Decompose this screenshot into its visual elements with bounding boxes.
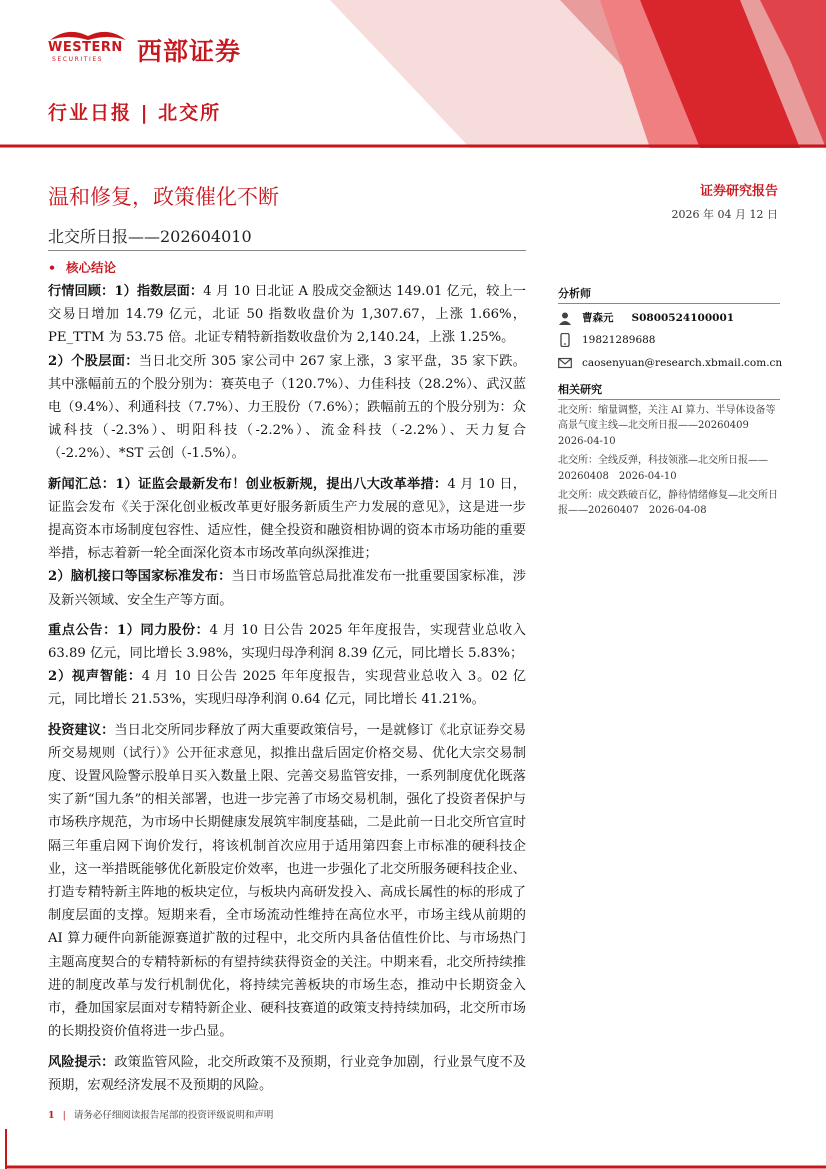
market-stock-label: 2）个股层面： <box>48 353 139 369</box>
market-index-text: 4 月 10 日北证 A 股成交金额达 149.01 亿元，较上一交易日增加 14.79 亿元，北证 50 指数收盘价为 1,307.67，上涨 1.66%，PE_TTM 为 53.75 倍。北证专精特新指数收盘价为 2,140.24，上涨 1.25%。 <box>48 284 526 346</box>
analyst-email[interactable]: caosenyuan@research.xbmail.com.cn <box>582 357 783 369</box>
investment-advice-text: 当日北交所同步释放了两大重要政策信号，一是就修订《北京证券交易所交易规则（试行）》公开征求意见，拟推出盘后固定价格交易、优化大宗交易制度、设置风险警示股单日买入数量上限、完善交易监管安排，一系列制度优化既落实了新“国九条”的相关部署，也进一步完善了市场交易机制，强化了投资者保护与市场秩序规范，为市场中长期健康发展筑牢制度基础，二是此前一日北交所官宣时隔三年重启网下询价发行，将该机制首次应用于适用第四套上市标准的硬科技企业，这一举措既能够优化新股定价效率，也进一步强化了北交所服务硬科技企业、打造专精特新主阵地的板块定位，与板块内高研发投入、高成长属性的标的形成了制度层面的支撑。短期来看，全市场流动性维持在高位水平，市场主线从前期的 AI 算力硬件向新能源赛道扩散的过程中，北交所内具备估值性价比、与市场热门主题高度契合的专精特新标的有望持续获得资金的关注。中期来看，北交所持续推进的制度改革与发行机制优化，将持续完善板块的市场生态，推动中长期资金入市，叠加国家层面对专精特新企业、硬科技赛道的政策支持持续加码，北交所市场的长期投资价值将进一步凸显。 <box>48 722 527 1040</box>
analyst-name: 曹森元 <box>582 312 614 324</box>
risk-paragraph <box>48 1051 526 1097</box>
page-number: 1 <box>48 1110 55 1121</box>
footer-disclaimer: 请务必仔细阅读报告尾部的投资评级说明和声明 <box>73 1110 274 1121</box>
risk-text: 政策监管风险，北交所政策不及预期，行业竞争加剧，行业景气度不及预期，宏观经济发展不及预期的风险。 <box>48 1054 527 1093</box>
phone-icon <box>558 333 572 347</box>
announcement-label-2: 2）视声智能： <box>48 669 142 685</box>
analyst-name-row <box>558 310 752 325</box>
report-subtitle: 北交所日报——202604010 <box>48 227 252 246</box>
investment-advice-paragraph <box>48 719 526 1044</box>
news-paragraph <box>48 473 526 612</box>
analyst-heading: 分析师 <box>558 287 591 300</box>
report-header <box>0 0 826 148</box>
market-index-label: 行情回顾：1）指数层面： <box>48 284 204 299</box>
related-research-item[interactable]: 北交所：缩量调整，关注 AI 算力、半导体设备等高景气度主线—北交所日报——20260409 2026-04-10 <box>558 405 776 447</box>
market-index-paragraph <box>48 280 526 466</box>
related-research-heading: 相关研究 <box>558 383 602 396</box>
title-divider <box>48 250 526 251</box>
analyst-phone: 19821289688 <box>582 334 656 346</box>
logo-english-sub: SECURITIES <box>52 56 104 63</box>
page-footer <box>48 1107 273 1121</box>
related-research-item[interactable]: 北交所：成交跌破百亿，静待情绪修复—北交所日报——20260407 2026-04-08 <box>558 490 778 517</box>
analyst-phone-row <box>558 333 656 347</box>
announcement-paragraph <box>48 619 526 712</box>
report-date: 2026 年 04 月 12 日 <box>671 208 778 221</box>
announcement-text-2: 4 月 10 日公告 2025 年年度报告，实现营业总收入 3。02 亿元，同比增长 21.53%，实现归母净利润 0.64 亿元，同比增长 41.21%。 <box>48 669 526 708</box>
related-research-item[interactable]: 北交所：全线反弹，科技领涨—北交所日报——20260408 2026-04-10 <box>558 455 768 482</box>
main-content <box>48 280 526 1104</box>
news-text-1: 4 月 10 日，证监会发布《关于深化创业板改革更好服务新质生产力发展的意见》，这是进一步提高资本市场制度包容性、适应性，健全投资和融资相协调的资本市场功能的重要举措，标志着新一轮全面深化资本市场改革向纵深推进； <box>48 476 526 562</box>
analyst-certificate: S0800524100001 <box>631 311 735 324</box>
logo-english: WESTERN <box>48 40 123 55</box>
report-title: 温和修复，政策催化不断 <box>48 185 279 209</box>
report-type: 证券研究报告 <box>699 184 778 199</box>
footer-separator: | <box>62 1110 66 1121</box>
analyst-divider <box>558 303 780 304</box>
report-category: 行业日报 | 北交所 <box>48 102 222 124</box>
email-icon <box>558 356 572 370</box>
announcement-label-1: 重点公告：1）同力股份： <box>48 622 210 638</box>
core-conclusion-heading <box>48 258 116 276</box>
footer-graphic <box>0 1129 826 1169</box>
analyst-email-row <box>558 356 782 370</box>
header-background-graphic <box>0 0 826 148</box>
bullet-icon: • <box>48 260 56 275</box>
related-research-list <box>558 403 780 523</box>
market-stock-text: 当日北交所 305 家公司中 267 家上涨，3 家平盘，35 家下跌。其中涨幅前五的个股分别为：赛英电子（120.7%）、力佳科技（28.2%）、武汉蓝电（9.4%）、利通科技（7.7%）、力王股份（7.6%）；跌幅前五的个股分别为：众诚科技（-2.3%）、明阳科技（-2.2%）、流金科技（-2.2%）、天力复合（-2.2%）、*ST 云创（-1.5%）。 <box>48 353 526 462</box>
related-divider <box>558 399 780 400</box>
news-text-2: 当日市场监管总局批准发布一批重要国家标准，涉及新兴领域、安全生产等方面。 <box>48 569 526 608</box>
risk-label: 风险提示： <box>48 1054 115 1070</box>
announcement-text-1: 4 月 10 日公告 2025 年年度报告，实现营业总收入 63.89 亿元，同比增长 3.98%，实现归母净利润 8.39 亿元，同比增长 5.83%； <box>48 622 526 662</box>
investment-advice-label: 投资建议： <box>48 722 115 738</box>
news-label-2: 2）脑机接口等国家标准发布： <box>48 569 232 585</box>
person-icon <box>558 311 572 325</box>
core-conclusion-label: 核心结论 <box>66 260 117 275</box>
logo-chinese: 西部证券 <box>137 37 242 66</box>
news-label-1: 新闻汇总：1）证监会最新发布！创业板新规，提出八大改革举措： <box>48 476 448 492</box>
